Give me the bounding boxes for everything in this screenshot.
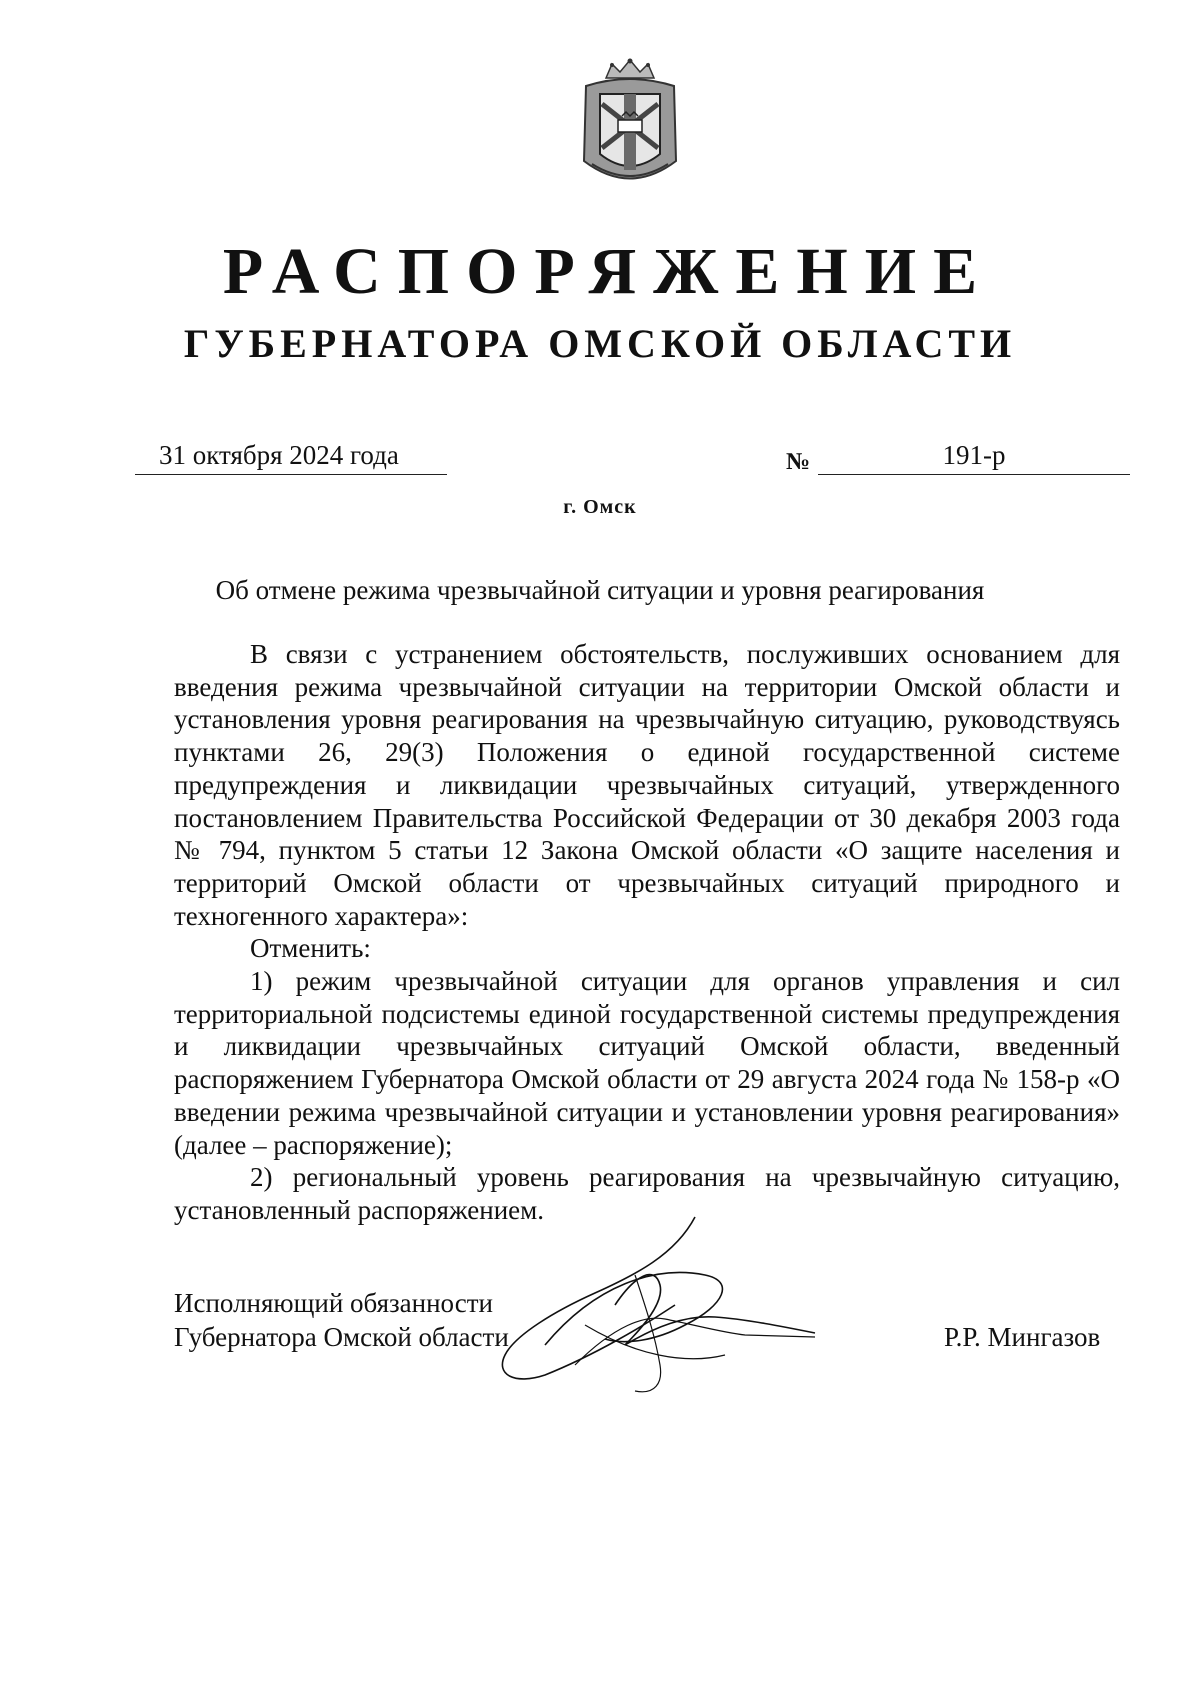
item-1-paragraph: 1) режим чрезвычайной ситуации для органов управления и сил территориальной подсистемы единой государственной системы предупреждения и ликвидации чрезвычайных ситуаций Омской области, введенный распоряжением Губернатора Омской области от 29 августа 2024 года № 158-р «О введении режима чрезвычайной ситуации и установлении уровня реагирования» (далее – распоряжение); bbox=[174, 966, 1120, 1160]
signatory-position-line2: Губернатора Омской области bbox=[174, 1322, 509, 1352]
item-2-paragraph: 2) региональный уровень реагирования на чрезвычайную ситуацию, установленный распоряжением. bbox=[174, 1162, 1120, 1225]
date-field bbox=[135, 438, 447, 475]
document-title: РАСПОРЯЖЕНИЕ bbox=[222, 235, 995, 308]
city-label: г. Омск bbox=[563, 496, 637, 518]
number-field bbox=[818, 438, 1130, 475]
handwritten-signature bbox=[485, 1215, 910, 1405]
cancel-paragraph: Отменить: bbox=[250, 933, 371, 964]
document-number: 191-р bbox=[942, 440, 1006, 470]
document-subject: Об отмене режима чрезвычайной ситуации и уровня реагирования bbox=[215, 575, 985, 605]
preamble-paragraph: В связи с устранением обстоятельств, послуживших основанием для введения режима чрезвычайной ситуации на территории Омской области и установления уровня реагирования на чрезвычайную ситуацию, руководствуясь пунктами 26, 29(3) Положения о единой государственной системе предупреждения и ликвидации чрезвычайных ситуаций, утвержденного постановлением Правительства Российской Федерации от 30 декабря 2003 года № 794, пунктом 5 статьи 12 Закона Омской области «О защите населения и территорий Омской области от чрезвычайных ситуаций природного и техногенного характера»: bbox=[174, 639, 1120, 931]
document-subtitle: ГУБЕРНАТОРА ОМСКОЙ ОБЛАСТИ bbox=[183, 321, 1017, 366]
signatory-position bbox=[174, 1286, 509, 1354]
signatory-name: Р.Р. Мингазов bbox=[944, 1322, 1101, 1352]
number-sign: № bbox=[786, 449, 811, 475]
document-date: 31 октября 2024 года bbox=[159, 440, 399, 470]
signatory-position-line1: Исполняющий обязанности bbox=[174, 1288, 493, 1318]
coat-of-arms-icon bbox=[576, 56, 684, 194]
document-body bbox=[174, 638, 1120, 1227]
